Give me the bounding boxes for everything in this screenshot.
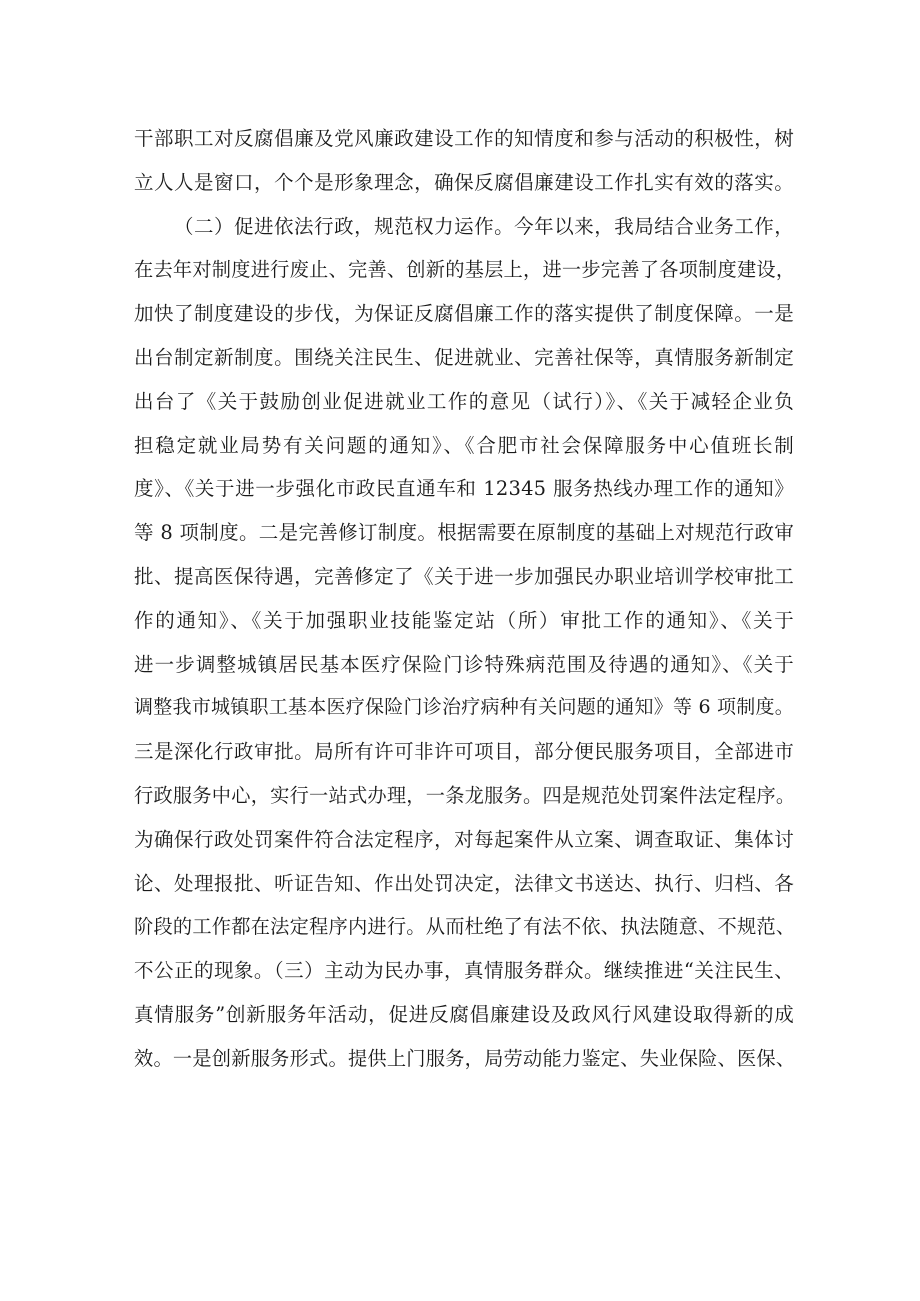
text-line: 行政服务中心，实行一站式办理，一条龙服务。四是规范处罚案件法定程序。: [134, 783, 796, 807]
text-line: 真情服务”创新服务年活动，促进反腐倡廉建设及政风行风建设取得新的成: [134, 1002, 794, 1026]
text-line: 担稳定就业局势有关问题的通知》、《合肥市社会保障服务中心值班长制: [134, 433, 794, 457]
text-line: 调整我市城镇职工基本医疗保险门诊治疗病种有关问题的通知》等 6 项制度。: [134, 696, 794, 719]
text-line: 为确保行政处罚案件符合法定程序，对每起案件从立案、调查取证、集体讨: [134, 827, 794, 851]
text-line: 效。一是创新服务形式。提供上门服务，局劳动能力鉴定、失业保险、医保、: [134, 1046, 796, 1070]
section-heading-line: （二）促进依法行政，规范权力运作。今年以来，我局结合业务工作，: [174, 214, 794, 238]
text-line: 出台了《关于鼓励创业促进就业工作的意见（试行）》、《关于减轻企业负: [134, 389, 794, 413]
text-line: 等 8 项制度。二是完善修订制度。根据需要在原制度的基础上对规范行政审: [134, 521, 794, 545]
text-line: 不公正的现象。（三）主动为民办事，真情服务群众。继续推进“关注民生、: [134, 959, 794, 983]
text-line: 阶段的工作都在法定程序内进行。从而杜绝了有法不依、执法随意、不规范、: [134, 915, 796, 939]
text-line: 批、提高医保待遇，完善修定了《关于进一步加强民办职业培训学校审批工: [134, 564, 794, 588]
text-line: 进一步调整城镇居民基本医疗保险门诊特殊病范围及待遇的通知》、《关于: [134, 652, 794, 676]
text-line: 加快了制度建设的步伐，为保证反腐倡廉工作的落实提供了制度保障。一是: [134, 302, 794, 326]
text-line: 干部职工对反腐倡廉及党风廉政建设工作的知情度和参与活动的积极性，树: [134, 127, 794, 150]
text-line: 出台制定新制度。围绕关注民生、促进就业、完善社保等，真情服务新制定: [134, 345, 794, 369]
text-line: 作的通知》、《关于加强职业技能鉴定站（所）审批工作的通知》、《关于: [134, 608, 794, 632]
document-body: [134, 117, 794, 1081]
text-line: 论、处理报批、听证告知、作出处罚决定，法律文书送达、执行、归档、各: [134, 871, 794, 895]
text-line: 在去年对制度进行废止、完善、创新的基层上，进一步完善了各项制度建设，: [134, 258, 796, 282]
text-line: 三是深化行政审批。局所有许可非许可项目，部分便民服务项目，全部进市: [134, 740, 794, 764]
text-line: 立人人是窗口，个个是形象理念，确保反腐倡廉建设工作扎实有效的落实。: [134, 170, 794, 194]
text-line: 度》、《关于进一步强化市政民直通车和 12345 服务热线办理工作的通知》: [134, 477, 794, 501]
